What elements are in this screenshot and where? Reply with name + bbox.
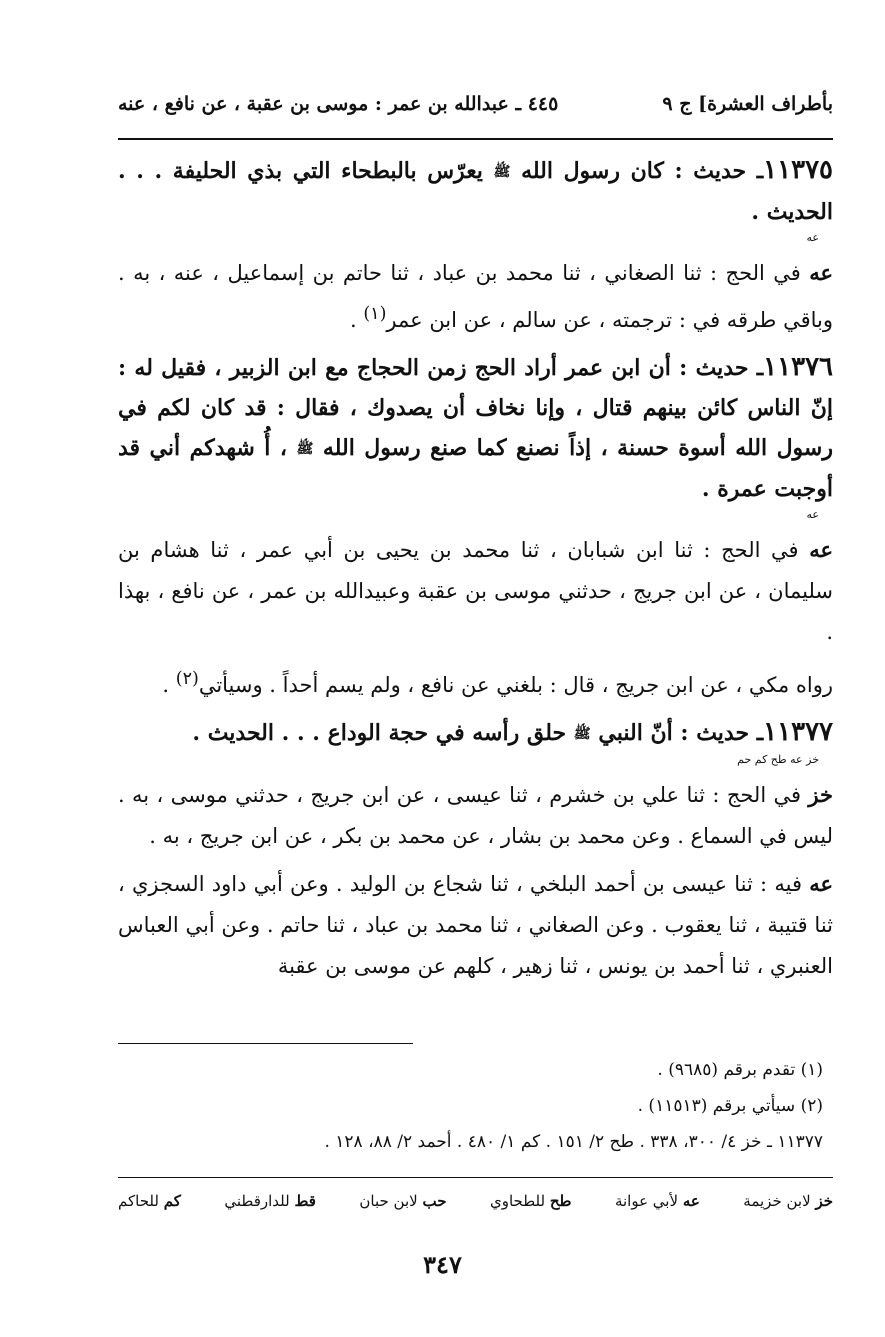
header-rule [118, 138, 833, 140]
isnad-paragraph [118, 529, 833, 653]
source-siglum: عه [809, 260, 833, 285]
salla-ligature: ﷺ [296, 441, 314, 457]
footnote-ref: (٢) [175, 669, 199, 689]
isnad-text: في الحج : ثنا علي بن خشرم ، ثنا عيسى ، عن ابن جريج ، حدثني موسى ، به . ليس في السماع . وعن محمد بن بشار ، عن محمد بن بكر ، عن ابن جريج ، به . [118, 783, 833, 848]
running-header [118, 86, 833, 122]
hadith-number: ١١٣٧٦ [763, 352, 833, 382]
footnote-ref: (١) [363, 304, 387, 324]
header-volume: بأطراف العشرة] ج ٩ [662, 93, 833, 115]
footnotes [118, 1052, 823, 1160]
isnad-text: في الحج : ثنا ابن شبابان ، ثنا محمد بن يحيى بن أبي عمر ، ثنا هشام بن سليمان ، عن ابن جريج ، حدثني موسى بن عقبة وعبيدالله بن عمر ، عن نافع ، بهذا . [118, 538, 833, 644]
hadith-text: ـ حديث : أن ابن عمر أراد الحج زمن الحجاج مع ابن الزبير ، فقيل له : إنّ الناس كائن بينهم قتال ، وإنا نخاف أن يصدوك ، فقال : قد كان لكم في رسول الله أسوة حسنة ، إذاً نصنع كما صنع رسول الله [118, 355, 833, 461]
source-siglum: عه [809, 537, 833, 562]
note-text: رواه مكي ، عن ابن جريج ، قال : بلغني عن نافع ، ولم يسم أحداً . وسيأتي [198, 673, 833, 697]
hadith-sigla: عه [806, 508, 819, 521]
footnote-rule [118, 1043, 413, 1044]
isnad-paragraph [118, 863, 833, 987]
legend-item: خز لابن خزيمة [743, 1192, 833, 1210]
hadith-11377 [118, 712, 833, 766]
hadith-text: ـ حديث : أنّ النبي [598, 720, 764, 746]
isnad-text: في الحج : ثنا الصغاني ، ثنا محمد بن عباد ، ثنا حاتم بن إسماعيل ، عنه ، به . وباقي طرقه في : ترجمته ، عن سالم ، عن ابن عمر [118, 261, 833, 332]
legend-rule [118, 1177, 833, 1178]
footnote-2: (٢) سيأتي برقم (١١٥١٣) . [637, 1096, 823, 1116]
hadith-text-cont: ، أُ شهدكم أني قد أوجبت عمرة . [118, 435, 833, 502]
hadith-sigla: خز عه طح كم حم [737, 753, 819, 766]
page-body [118, 150, 833, 993]
salla-ligature: ﷺ [493, 164, 511, 180]
hadith-11375 [118, 150, 833, 244]
sigla-legend [118, 1192, 833, 1210]
legend-item: حب لابن حبان [359, 1192, 447, 1210]
legend-item: قط للدارقطني [224, 1192, 316, 1210]
legend-item: كم للحاكم [118, 1192, 181, 1210]
hadith-sigla: عه [806, 231, 819, 244]
hadith-text-cont: حلق رأسه في حجة الوداع . . . الحديث . [192, 720, 567, 746]
legend-item: عه لأبي عوانة [614, 1192, 700, 1210]
page-number: ٣٤٧ [423, 1250, 462, 1279]
salla-ligature: ﷺ [573, 726, 591, 742]
narration-note: رواه مكي ، عن ابن جريج ، قال : بلغني عن نافع ، ولم يسم أحداً . وسيأتي$^{(٢)}$ . [162, 669, 833, 697]
footnote-1: (١) تقدم برقم (٩٦٨٥) . [657, 1060, 823, 1080]
source-siglum: خز [808, 782, 833, 807]
hadith-text: ـ حديث : كان رسول الله [521, 158, 764, 184]
hadith-number: ١١٣٧٥ [763, 155, 833, 185]
isnad-paragraph [118, 774, 833, 857]
isnad-paragraph: عه في الحج : ثنا الصغاني ، ثنا محمد بن عباد ، ثنا حاتم بن إسماعيل ، عنه ، به . وباقي طرقه في : ترجمته ، عن سالم ، عن ابن عمر$^{(١)}$ . [118, 260, 833, 332]
hadith-number: ١١٣٧٧ [763, 717, 833, 747]
hadith-text-cont: يعرّس بالبطحاء التي بذي الحليفة . . . الحديث . [118, 158, 833, 225]
header-section: ٤٤٥ ـ عبدالله بن عمر : موسى بن عقبة ، عن نافع ، عنه [118, 93, 559, 115]
source-siglum: عه [809, 871, 833, 896]
footnote-citations: ١١٣٧٧ ـ خز ٤/ ٣٠٠، ٣٣٨ . طح ٢/ ١٥١ . كم ١/ ٤٨٠ . أحمد ٢/ ٨٨، ١٢٨ . [324, 1132, 823, 1152]
legend-item: طح للطحاوي [489, 1192, 572, 1210]
isnad-text: فيه : ثنا عيسى بن أحمد البلخي ، ثنا شجاع بن الوليد . وعن أبي داود السجزي ، ثنا قتيبة ، ثنا يعقوب . وعن الصغاني ، ثنا محمد بن عباد ، ثنا حاتم . وعن أبي العباس العنبري ، ثنا أحمد بن يونس ، ثنا زهير ، كلهم عن موسى بن عقبة [118, 872, 833, 978]
hadith-11376 [118, 347, 833, 521]
